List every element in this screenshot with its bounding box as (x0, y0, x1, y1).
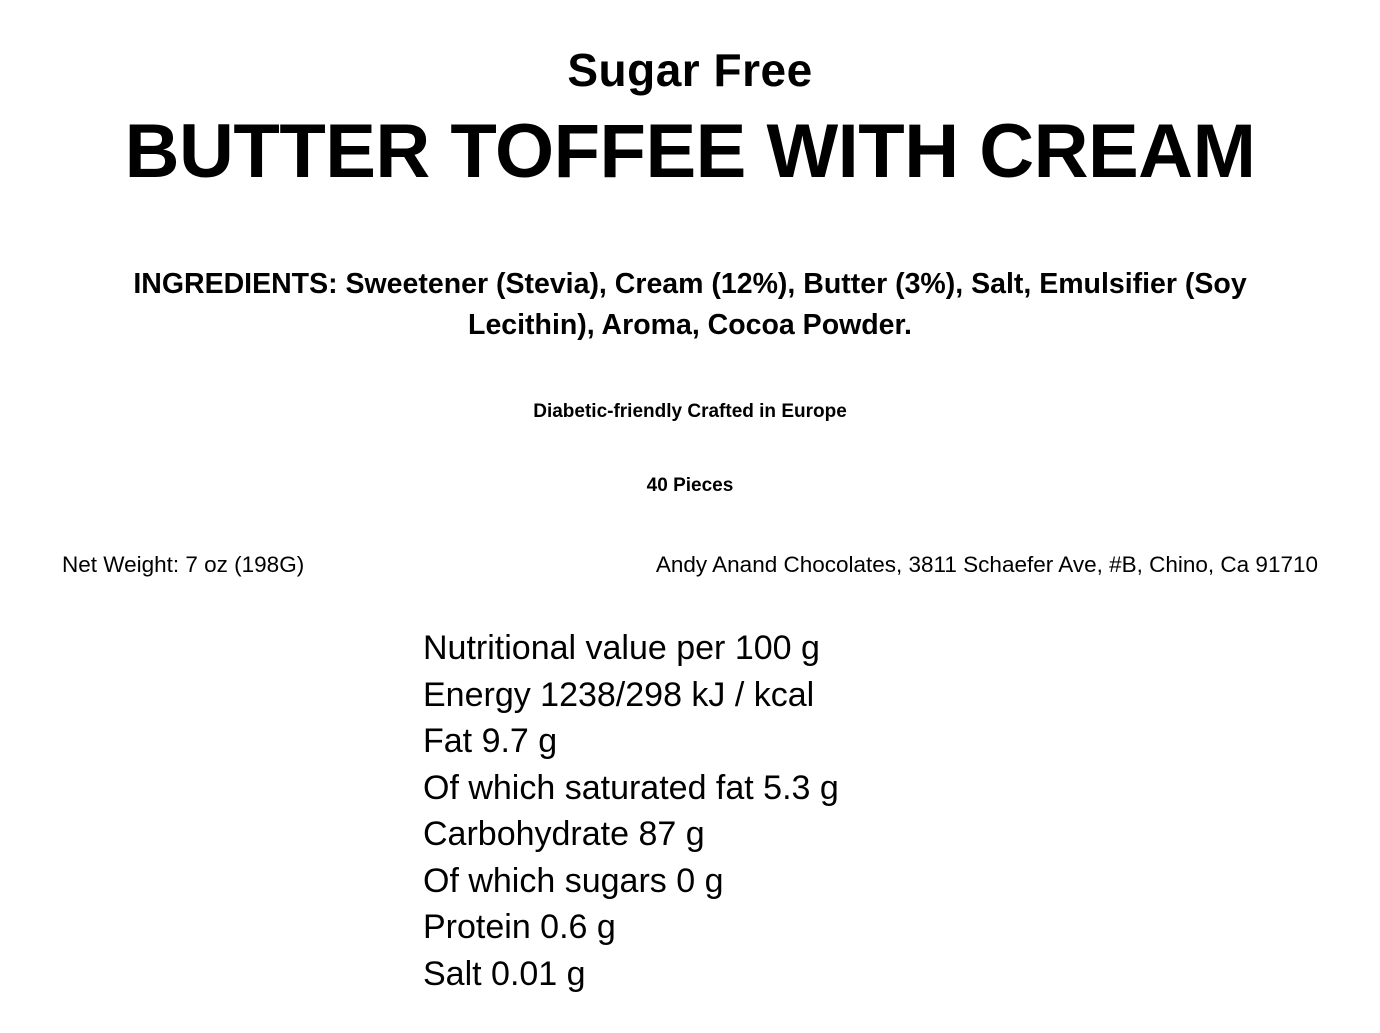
nutrition-line: Salt 0.01 g (423, 954, 586, 993)
crafted-note: Diabetic-friendly Crafted in Europe (533, 401, 847, 423)
nutrition-line: Carbohydrate 87 g (423, 815, 705, 853)
nutrition-line: Energy 1238/298 kJ / kcal (423, 675, 815, 714)
nutrition-heading: Nutritional value per 100 g (423, 629, 820, 667)
label-footer (10, 552, 1370, 586)
nutrition-line: Protein 0.6 g (423, 908, 616, 946)
product-title: BUTTER TOFFEE WITH CREAM (124, 109, 1256, 195)
piece-count: 40 Pieces (646, 475, 734, 497)
product-label-panel (10, 0, 1370, 592)
company-address-text: Andy Anand Chocolates, 3811 Schaefer Ave, #B, Chino, Ca 91710 (655, 552, 1318, 577)
nutrition-line: Of which sugars 0 g (423, 861, 724, 900)
nutrition-line: Fat 9.7 g (423, 722, 558, 760)
nutrition-line: Of which saturated fat 5.3 g (423, 768, 839, 807)
product-subtitle: Sugar Free (567, 44, 813, 96)
net-weight-text: Net Weight: 7 oz (198G) (62, 552, 305, 577)
nutrition-block (423, 625, 1183, 997)
ingredients-text: INGREDIENTS: Sweetener (Stevia), Cream (12%), Butter (3%), Salt, Emulsifier (Soy Lecithin), Aroma, Cocoa Powder. (133, 268, 1247, 341)
